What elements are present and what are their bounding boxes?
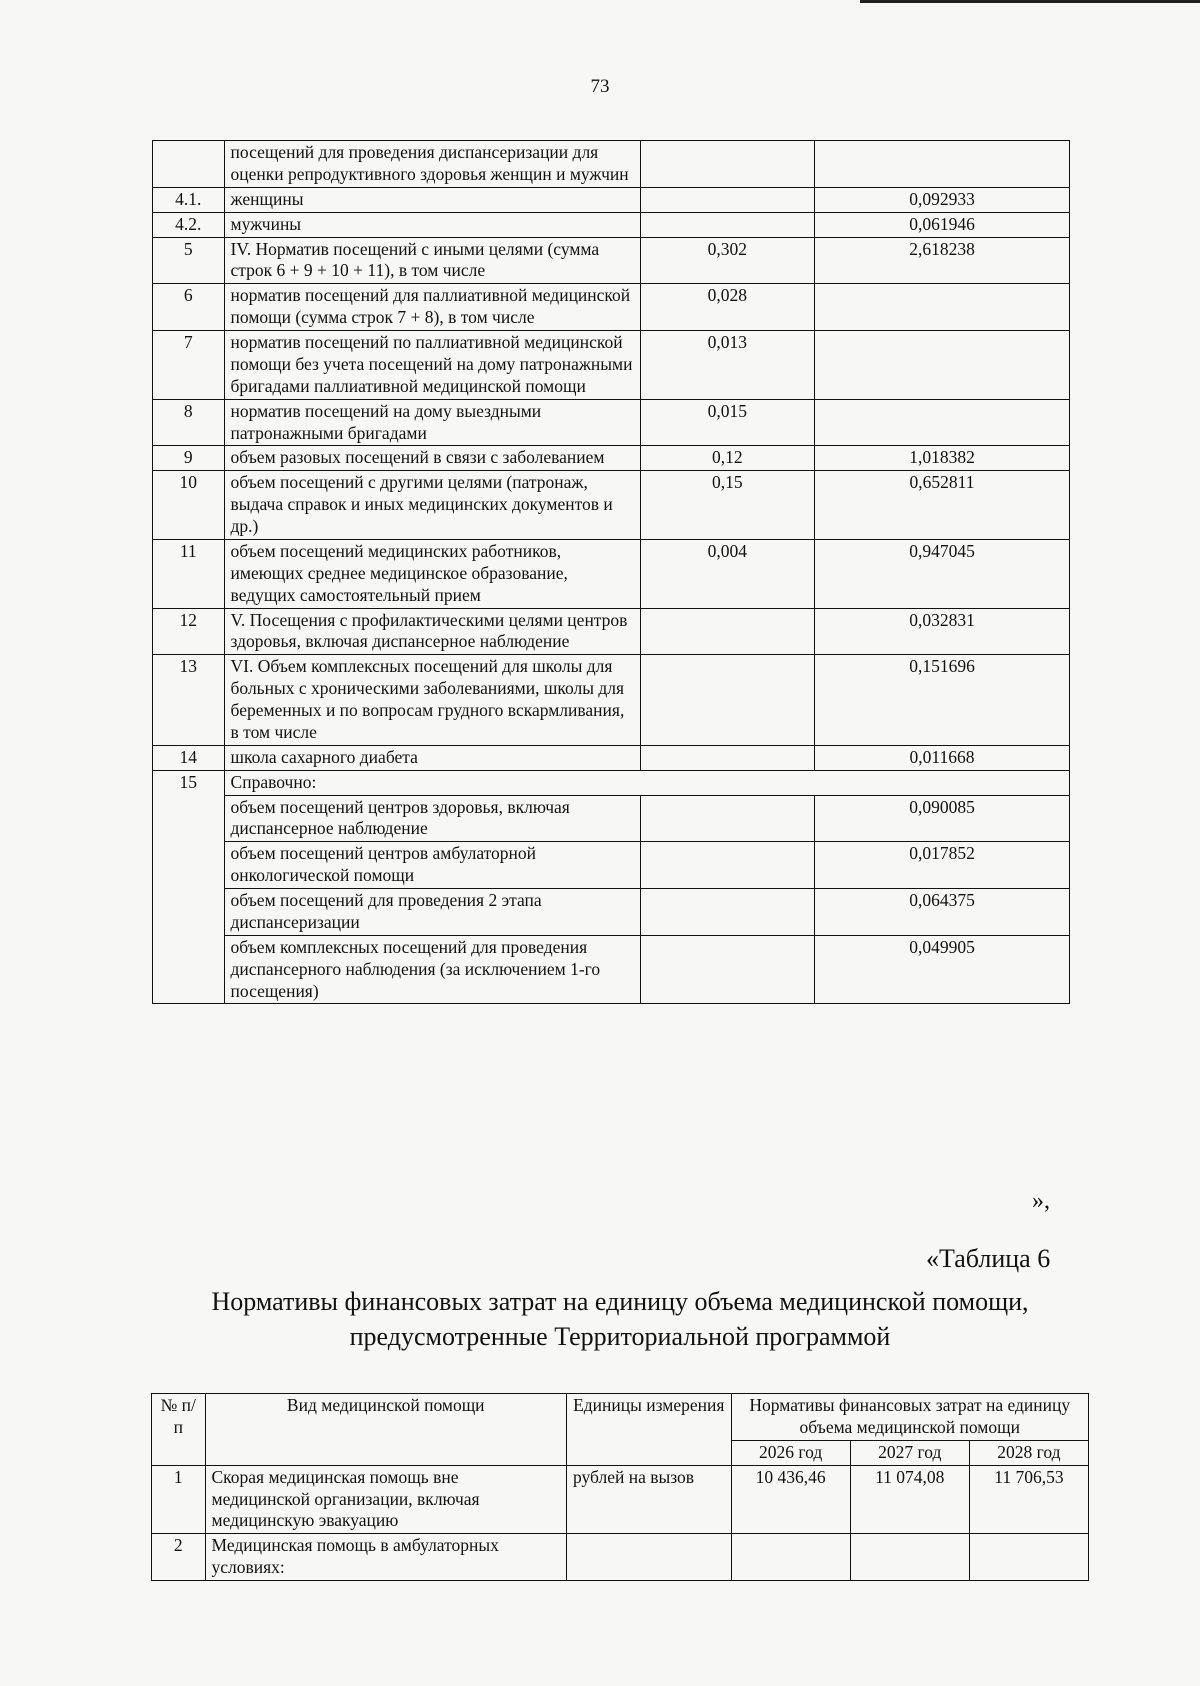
row-value-1: 0,12 — [640, 446, 814, 471]
row-value-1 — [640, 608, 814, 655]
row-number: 6 — [153, 284, 225, 331]
row-value-2: 0,092933 — [815, 187, 1070, 212]
row-value-2: 0,061946 — [815, 212, 1070, 237]
row-number: 14 — [153, 745, 225, 770]
row-value-1 — [640, 655, 814, 746]
row-value-2: 2,618238 — [815, 237, 1070, 284]
table-row — [153, 237, 1070, 284]
row-value-2027: 11 074,08 — [850, 1465, 969, 1534]
reference-header-row — [153, 770, 1070, 795]
row-number: 2 — [152, 1534, 206, 1581]
row-description: школа сахарного диабета — [224, 745, 640, 770]
reference-row — [153, 889, 1070, 936]
row-number — [153, 141, 225, 188]
row-value-2027 — [850, 1534, 969, 1581]
row-description: объем разовых посещений в связи с заболеванием — [224, 446, 640, 471]
row-value-1: 0,15 — [640, 471, 814, 540]
table-row — [153, 331, 1070, 400]
row-number: 10 — [153, 471, 225, 540]
table-row — [153, 446, 1070, 471]
row-number: 5 — [153, 237, 225, 284]
row-value-2026: 10 436,46 — [731, 1465, 850, 1534]
reference-description: объем комплексных посещений для проведения диспансерного наблюдения (за исключением 1-го посещения) — [224, 935, 640, 1004]
row-number: 13 — [153, 655, 225, 746]
table-row — [153, 187, 1070, 212]
row-value-2 — [815, 399, 1070, 446]
row-number: 8 — [153, 399, 225, 446]
reference-description: объем посещений центров амбулаторной онкологической помощи — [224, 842, 640, 889]
reference-value-1 — [640, 935, 814, 1004]
row-value-2: 0,947045 — [815, 539, 1070, 608]
table-label: «Таблица 6 — [926, 1244, 1051, 1273]
row-description: женщины — [224, 187, 640, 212]
header-unit: Единицы измерения — [566, 1394, 731, 1466]
reference-description: объем посещений центров здоровья, включая диспансерное наблюдение — [224, 795, 640, 842]
table-row — [152, 1534, 1089, 1581]
reference-row — [153, 795, 1070, 842]
table-row — [153, 141, 1070, 188]
closing-quote: », — [1032, 1188, 1050, 1214]
header-year-2027: 2027 год — [850, 1440, 969, 1465]
row-value-2 — [815, 331, 1070, 400]
row-number: 12 — [153, 608, 225, 655]
reference-description: объем посещений для проведения 2 этапа диспансеризации — [224, 889, 640, 936]
row-value-1 — [640, 187, 814, 212]
table-row — [153, 212, 1070, 237]
table-row — [153, 539, 1070, 608]
table-row — [153, 745, 1070, 770]
row-value-2: 0,652811 — [815, 471, 1070, 540]
row-value-2: 0,011668 — [815, 745, 1070, 770]
row-value-1: 0,302 — [640, 237, 814, 284]
row-number: 4.2. — [153, 212, 225, 237]
row-value-2028: 11 706,53 — [969, 1465, 1088, 1534]
volume-norms-table-body — [153, 141, 1070, 1004]
reference-value-2: 0,049905 — [815, 935, 1070, 1004]
reference-value-2: 0,017852 — [815, 842, 1070, 889]
table-row — [153, 399, 1070, 446]
row-value-1: 0,028 — [640, 284, 814, 331]
row-value-1 — [640, 745, 814, 770]
row-value-2: 0,032831 — [815, 608, 1070, 655]
row-value-2: 0,151696 — [815, 655, 1070, 746]
header-num: № п/п — [152, 1394, 206, 1466]
row-description: норматив посещений на дому выездными патронажными бригадами — [224, 399, 640, 446]
header-year-2028: 2028 год — [969, 1440, 1088, 1465]
row-number: 11 — [153, 539, 225, 608]
row-value-2: 1,018382 — [815, 446, 1070, 471]
volume-norms-table — [152, 140, 1070, 1004]
row-value-1 — [640, 212, 814, 237]
reference-value-2: 0,090085 — [815, 795, 1070, 842]
financial-norms-table-body — [152, 1465, 1089, 1580]
reference-row — [153, 935, 1070, 1004]
row-description: VI. Объем комплексных посещений для школы для больных с хроническими заболеваниями, школы для беременных и по вопросам грудного вскармливания, в том числе — [224, 655, 640, 746]
row-description: норматив посещений по паллиативной медицинской помощи без учета посещений на дому патронажными бригадами паллиативной медицинской помощи — [224, 331, 640, 400]
reference-label: Справочно: — [224, 770, 1069, 795]
header-norms: Нормативы финансовых затрат на единицу объема медицинской помощи — [731, 1394, 1088, 1441]
row-value-1: 0,013 — [640, 331, 814, 400]
row-description: посещений для проведения диспансеризации для оценки репродуктивного здоровья женщин и мужчин — [224, 141, 640, 188]
row-description: мужчины — [224, 212, 640, 237]
financial-norms-table-header — [152, 1394, 1089, 1466]
row-number: 1 — [152, 1465, 206, 1534]
row-value-2 — [815, 141, 1070, 188]
reference-value-1 — [640, 889, 814, 936]
row-unit — [566, 1534, 731, 1581]
reference-row — [153, 842, 1070, 889]
top-edge-line — [860, 0, 1200, 3]
row-value-2028 — [969, 1534, 1088, 1581]
header-kind: Вид медицинской помощи — [205, 1394, 566, 1466]
row-value-2 — [815, 284, 1070, 331]
row-number: 9 — [153, 446, 225, 471]
row-description: IV. Норматив посещений с иными целями (сумма строк 6 + 9 + 10 + 11), в том числе — [224, 237, 640, 284]
table-row — [153, 655, 1070, 746]
row-description: V. Посещения с профилактическими целями центров здоровья, включая диспансерное наблюдение — [224, 608, 640, 655]
financial-norms-table — [151, 1393, 1089, 1581]
table-row — [153, 284, 1070, 331]
row-kind: Медицинская помощь в амбулаторных условиях: — [205, 1534, 566, 1581]
row-description: объем посещений с другими целями (патронаж, выдача справок и иных медицинских документов и др.) — [224, 471, 640, 540]
reference-value-1 — [640, 842, 814, 889]
reference-value-1 — [640, 795, 814, 842]
reference-value-2: 0,064375 — [815, 889, 1070, 936]
row-value-1: 0,004 — [640, 539, 814, 608]
row-kind: Скорая медицинская помощь вне медицинской организации, включая медицинскую эвакуацию — [205, 1465, 566, 1534]
reference-number: 15 — [153, 770, 225, 1004]
row-value-1 — [640, 141, 814, 188]
row-description: норматив посещений для паллиативной медицинской помощи (сумма строк 7 + 8), в том числе — [224, 284, 640, 331]
page-number: 73 — [590, 76, 610, 97]
table-row — [153, 471, 1070, 540]
row-value-2026 — [731, 1534, 850, 1581]
table-row — [152, 1465, 1089, 1534]
row-unit: рублей на вызов — [566, 1465, 731, 1534]
row-value-1: 0,015 — [640, 399, 814, 446]
row-number: 7 — [153, 331, 225, 400]
table-title: Нормативы финансовых затрат на единицу объема медицинской помощи, предусмотренные Территориальной программой — [211, 1287, 1029, 1352]
row-description: объем посещений медицинских работников, имеющих среднее медицинское образование, ведущих самостоятельный прием — [224, 539, 640, 608]
header-year-2026: 2026 год — [731, 1440, 850, 1465]
table-row — [153, 608, 1070, 655]
row-number: 4.1. — [153, 187, 225, 212]
